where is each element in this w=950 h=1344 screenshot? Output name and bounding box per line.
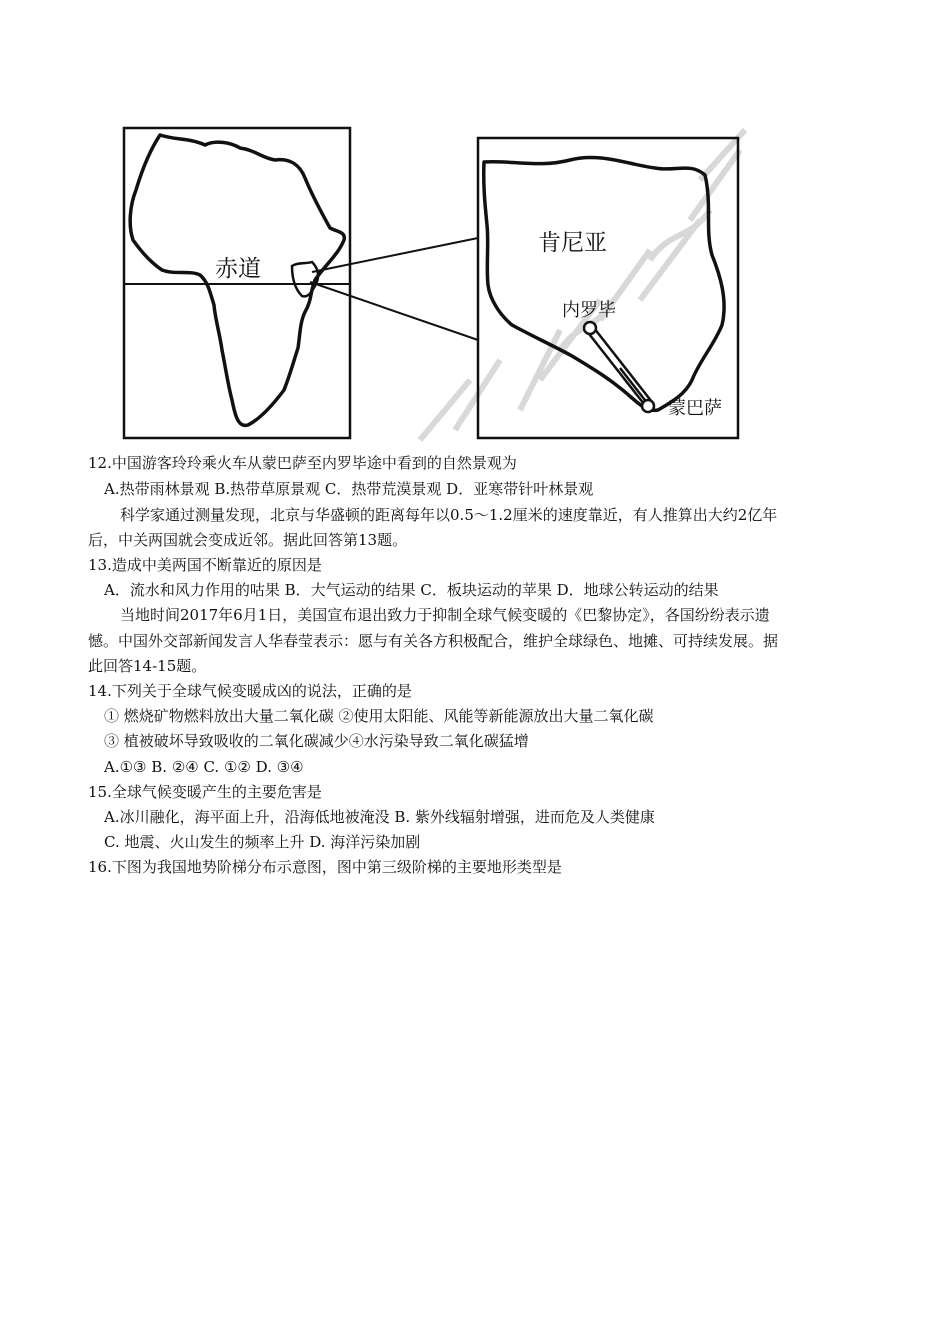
watermark xyxy=(420,130,745,440)
q13-stem: 13.造成中美两国不断靠近的原因是 xyxy=(88,556,322,574)
q14-stem: 14.下列关于全球气候变暖成凶的说法，正确的是 xyxy=(88,682,412,700)
nairobi-label: 内罗毕 xyxy=(562,300,616,321)
q15-options-1: A.冰川融化，海平面上升，沿海低地被淹没 B. 紫外线辐射增强，进而危及人类健康 xyxy=(104,808,655,826)
para-13-line-1: 科学家通过测量发现，北京与华盛顿的距离每年以0.5～1.2厘米的速度靠近，有人推算出大约2亿年 xyxy=(120,506,778,524)
kenya-outline xyxy=(484,157,724,410)
q14-statements-2: ③ 植被破坏导致吸收的二氧化碳减少④水污染导致二氧化碳猛增 xyxy=(104,732,529,750)
connector-lower xyxy=(310,282,478,340)
para-14-line-3: 此回答14-15题。 xyxy=(88,657,207,675)
para-13-line-2: 后，中关两国就会变成近邻。据此回答第13题。 xyxy=(88,531,408,549)
railway xyxy=(586,328,652,404)
q12-stem: 12.中国游客玲玲乘火车从蒙巴萨至内罗毕途中看到的自然景观为 xyxy=(88,454,517,472)
africa-kenya-map xyxy=(0,0,950,450)
q15-options-2: C. 地震、火山发生的频率上升 D. 海洋污染加剧 xyxy=(104,833,421,851)
kenya-frame xyxy=(478,138,738,438)
q14-options: A.①③ B. ②④ C. ①② D. ③④ xyxy=(104,758,304,776)
mombasa-marker xyxy=(642,400,654,412)
para-14-line-1: 当地时间2017年6月1日，美国宣布退出致力于抑制全球气候变暖的《巴黎协定》，各国纷纷表示遗 xyxy=(120,606,770,624)
nairobi-marker xyxy=(584,322,596,334)
q16-stem: 16.下图为我国地势阶梯分布示意图，图中第三级阶梯的主要地形类型是 xyxy=(88,858,562,876)
q13-options: A．流水和风力作用的咕果 B．大气运动的结果 C．板块运动的苹果 D．地球公转运动的结果 xyxy=(104,581,719,599)
mombasa-label: 蒙巴萨 xyxy=(668,398,722,419)
equator-label: 赤道 xyxy=(215,256,261,282)
q15-stem: 15.全球气候变暖产生的主要危害是 xyxy=(88,783,322,801)
q12-options: A.热带雨林景观 B.热带草原景观 C．热带荒漠景观 D．亚寒带针叶林景观 xyxy=(104,480,594,498)
country-label: 肯尼亚 xyxy=(538,230,607,256)
para-14-line-2: 憾。中国外交部新闻发言人华春莹表示：愿与有关各方积极配合，维护全球绿色、地摊、可持续发展。据 xyxy=(88,632,779,650)
q14-statements-1: ① 燃烧矿物燃料放出大量二氧化碳 ②使用太阳能、风能等新能源放出大量二氧化碳 xyxy=(104,707,654,725)
